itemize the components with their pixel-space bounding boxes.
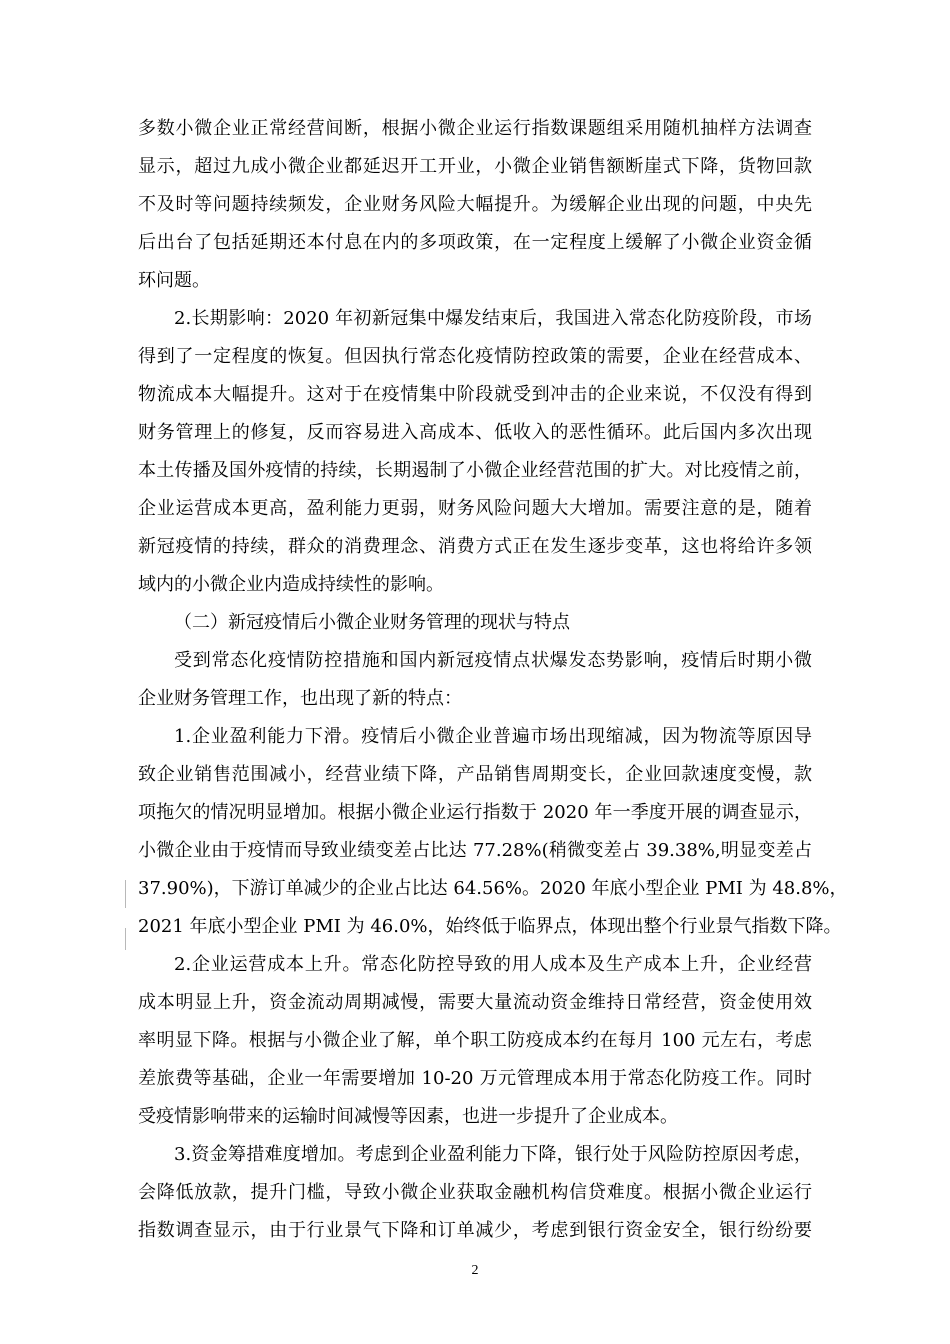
body-text-line: 指数调查显示，由于行业景气下降和订单减少，考虑到银行资金安全，银行纷纷要	[138, 1220, 812, 1241]
page-number: 2	[471, 1263, 479, 1278]
body-text-line: 环问题。	[138, 270, 210, 291]
body-text-line: 后出台了包括延期还本付息在内的多项政策，在一定程度上缓解了小微企业资金循	[138, 232, 812, 253]
margin-change-bar	[125, 880, 126, 908]
paragraph-first-line: 受到常态化疫情防控措施和国内新冠疫情点状爆发态势影响，疫情后时期小微	[174, 650, 812, 671]
body-text-line: 受疫情影响带来的运输时间减慢等因素，也进一步提升了企业成本。	[138, 1106, 678, 1127]
body-text-line: 财务管理上的修复，反而容易进入高成本、低收入的恶性循环。此后国内多次出现	[138, 422, 812, 443]
paragraph-first-line: 3.资金筹措难度增加。考虑到企业盈利能力下降，银行处于风险防控原因考虑，	[174, 1144, 812, 1165]
body-text-line: 会降低放款，提升门槛，导致小微企业获取金融机构信贷难度。根据小微企业运行	[138, 1182, 812, 1203]
body-text-line: 致企业销售范围减小，经营业绩下降，产品销售周期变长，企业回款速度变慢，款	[138, 764, 812, 785]
body-text-line: 成本明显上升，资金流动周期减慢，需要大量流动资金维持日常经营，资金使用效	[138, 992, 812, 1013]
body-text-line: 新冠疫情的持续，群众的消费理念、消费方式正在发生逐步变革，这也将给许多领	[138, 536, 812, 557]
body-text-line: 本土传播及国外疫情的持续，长期遏制了小微企业经营范围的扩大。对比疫情之前，	[138, 460, 812, 481]
paragraph-first-line: 2.企业运营成本上升。常态化防控导致的用人成本及生产成本上升，企业经营	[174, 954, 812, 975]
section-heading: （二）新冠疫情后小微企业财务管理的现状与特点	[174, 612, 570, 633]
body-text-line: 多数小微企业正常经营间断，根据小微企业运行指数课题组采用随机抽样方法调查	[138, 118, 812, 139]
body-text-line: 企业运营成本更高，盈利能力更弱，财务风险问题大大增加。需要注意的是，随着	[138, 498, 812, 519]
body-text-line: 2021 年底小型企业 PMI 为 46.0%，始终低于临界点，体现出整个行业景气指数下降。	[138, 916, 842, 937]
body-text-line: 域内的小微企业内造成持续性的影响。	[138, 574, 444, 595]
body-text-line: 37.90%)，下游订单减少的企业占比达 64.56%。2020 年底小型企业 PMI 为 48.8%，	[138, 878, 848, 899]
body-text-line: 物流成本大幅提升。这对于在疫情集中阶段就受到冲击的企业来说，不仅没有得到	[138, 384, 812, 405]
body-text-line: 小微企业由于疫情而导致业绩变差占比达 77.28%(稍微变差占 39.38%,明显变差占	[138, 840, 812, 861]
margin-change-bar	[125, 928, 126, 950]
body-text-line: 企业财务管理工作，也出现了新的特点：	[138, 688, 462, 709]
body-text-line: 显示，超过九成小微企业都延迟开工开业，小微企业销售额断崖式下降，货物回款	[138, 156, 812, 177]
paragraph-first-line: 2.长期影响：2020 年初新冠集中爆发结束后，我国进入常态化防疫阶段，市场	[174, 308, 812, 329]
body-text-line: 差旅费等基础，企业一年需要增加 10-20 万元管理成本用于常态化防疫工作。同时	[138, 1068, 812, 1089]
body-text-line: 得到了一定程度的恢复。但因执行常态化疫情防控政策的需要，企业在经营成本、	[138, 346, 812, 367]
body-text-line: 项拖欠的情况明显增加。根据小微企业运行指数于 2020 年一季度开展的调查显示，	[138, 802, 812, 823]
paragraph-first-line: 1.企业盈利能力下滑。疫情后小微企业普遍市场出现缩减，因为物流等原因导	[174, 726, 812, 747]
body-text-line: 不及时等问题持续频发，企业财务风险大幅提升。为缓解企业出现的问题，中央先	[138, 194, 812, 215]
body-text-line: 率明显下降。根据与小微企业了解，单个职工防疫成本约在每月 100 元左右，考虑	[138, 1030, 812, 1051]
